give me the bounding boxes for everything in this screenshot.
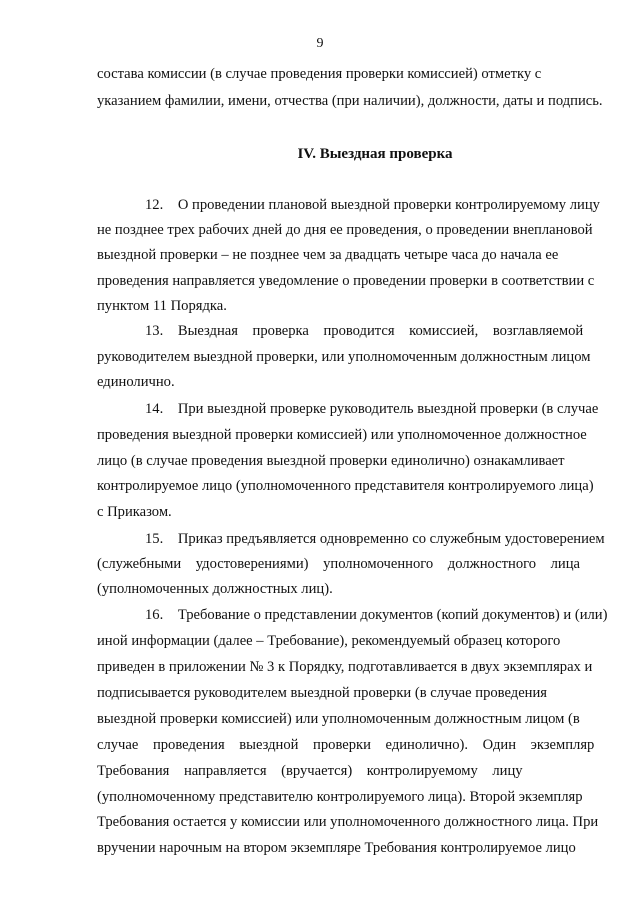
page-number: 9 [316,36,324,51]
text-line: Требования остается у комиссии или уполномоченного должностного лица. При [97,814,599,830]
text-line: пунктом 11 Порядка. [97,298,227,314]
text-line: руководителем выездной проверки, или уполномоченным должностным лицом [97,349,591,365]
text-line: выездной проверки – не позднее чем за двадцать четыре часа до начала ее [97,247,559,263]
text-line: 13. Выездная проверка проводится комиссией, возглавляемой [145,323,584,339]
text-line: контролируемое лицо (уполномоченного представителя контролируемого лица) [97,478,594,494]
text-line: указанием фамилии, имени, отчества (при наличии), должности, даты и подпись. [97,93,603,109]
text-line: приведен в приложении № 3 к Порядку, подготавливается в двух экземплярах и [97,659,593,675]
text-line: (уполномоченному представителю контролируемого лица). Второй экземпляр [97,789,583,805]
text-line: 15. Приказ предъявляется одновременно со служебным удостоверением [145,531,605,547]
text-line: (служебными удостоверениями) уполномоченного должностного лица [97,556,581,572]
text-line: с Приказом. [97,504,172,520]
section-heading: IV. Выездная проверка [297,146,453,162]
text-line: проведения направляется уведомление о проведении проверки в соответствии с [97,273,595,289]
text-line: подписывается руководителем выездной проверки (в случае проведения [97,685,548,701]
text-line: вручении нарочным на втором экземпляре Требования контролируемое лицо [97,840,576,856]
text-line: (уполномоченных должностных лиц). [97,581,333,597]
text-line: 14. При выездной проверке руководитель выездной проверки (в случае [145,401,599,417]
text-line: случае проведения выездной проверки единолично). Один экземпляр [97,737,595,753]
text-line: иной информации (далее – Требование), рекомендуемый образец которого [97,633,561,649]
text-line: 16. Требование о представлении документов (копий документов) и (или) [145,607,608,623]
text-line: лицо (в случае проведения выездной проверки единолично) ознакамливает [97,453,565,469]
text-line: проведения выездной проверки комиссией) или уполномоченное должностное [97,427,587,443]
text-line: единолично. [97,374,175,390]
text-line: не позднее трех рабочих дней до дня ее проведения, о проведении внеплановой [97,222,593,238]
text-line: 12. О проведении плановой выездной проверки контролируемому лицу [145,197,600,213]
text-line: состава комиссии (в случае проведения проверки комиссией) отметку с [97,66,542,82]
text-line: Требования направляется (вручается) контролируемому лицу [97,763,523,779]
text-line: выездной проверки комиссией) или уполномоченным должностным лицом (в [97,711,580,727]
